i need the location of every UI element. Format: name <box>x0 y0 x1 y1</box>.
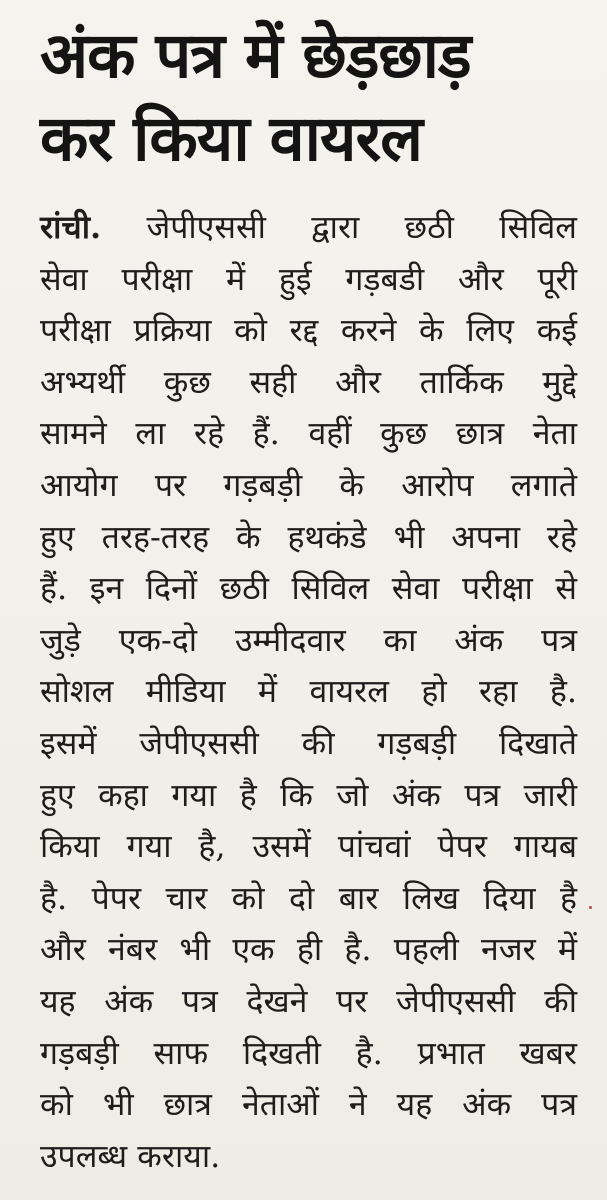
headline-line-2: कर किया वायरल <box>40 102 422 175</box>
article-line: आयोग पर गड़बड़ी के आरोप लगाते <box>40 465 577 504</box>
article-line: सोशल मीडिया में वायरल हो रहा है. <box>40 672 577 711</box>
headline <box>40 14 577 180</box>
article-line: हुए कहा गया है कि जो अंक पत्र जारी <box>40 775 577 814</box>
article-line: इसमें जेपीएससी की गड़बड़ी दिखाते <box>40 723 577 762</box>
article-line <box>40 202 577 254</box>
dateline: रांची. <box>40 208 102 246</box>
article-line: और नंबर भी एक ही है. पहली नजर में <box>40 930 577 969</box>
article-line: परीक्षा प्रक्रिया को रद्द करने के लिए कई <box>40 311 577 350</box>
article-line: किया गया है, उसमें पांचवां पेपर गायब <box>40 827 577 866</box>
article-line: उपलब्ध कराया. <box>40 1136 221 1175</box>
article-line: को भी छात्र नेताओं ने यह अंक पत्र <box>40 1085 577 1124</box>
headline-line-1: अंक पत्र में छेड़छाड़ <box>40 19 471 92</box>
article-line: है. पेपर चार को दो बार लिख दिया है <box>40 878 577 917</box>
article-line-text: जेपीएससी द्वारा छठी सिविल <box>146 208 578 246</box>
article-line: अभ्यर्थी कुछ सही और तार्किक मुद्दे <box>40 362 577 401</box>
article-line: हैं. इन दिनों छठी सिविल सेवा परीक्षा से <box>40 569 577 608</box>
article-line: हुए तरह-तरह के हथकंडे भी अपना रहे <box>40 517 577 556</box>
article-line: यह अंक पत्र देखने पर जेपीएससी की <box>40 981 577 1020</box>
article-line: गड़बड़ी साफ दिखती है. प्रभात खबर <box>40 1033 577 1072</box>
print-speck <box>589 906 592 909</box>
article-line: जुड़े एक-दो उम्मीदवार का अंक पत्र <box>40 620 577 659</box>
article-body <box>40 202 577 1182</box>
article-line: सेवा परीक्षा में हुई गड़बडी और पूरी <box>40 259 577 298</box>
article-line: सामने ला रहे हैं. वहीं कुछ छात्र नेता <box>40 414 577 453</box>
